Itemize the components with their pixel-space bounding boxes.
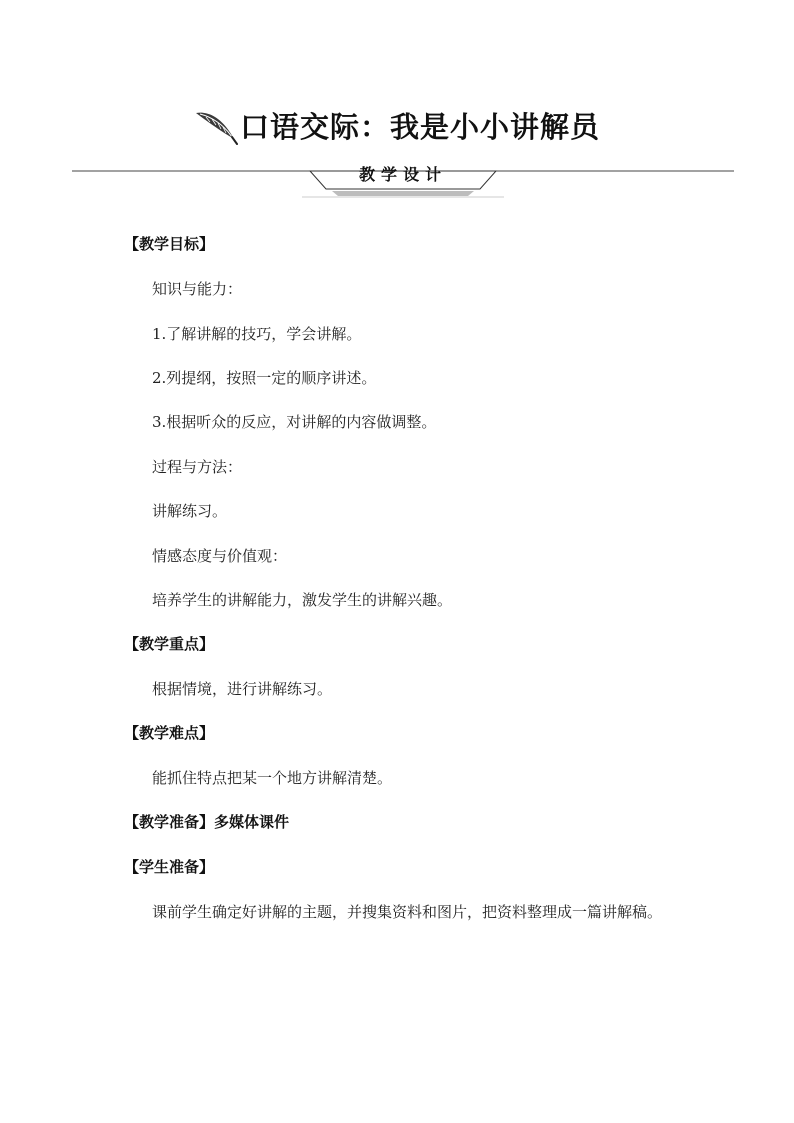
feather-quill-icon xyxy=(194,105,238,145)
heading-key-point: 【教学重点】 xyxy=(124,635,215,653)
knowledge-label: 知识与能力： xyxy=(152,280,243,298)
difficulty-text: 能抓住特点把某一个地方讲解清楚。 xyxy=(152,769,393,787)
key-point-text: 根据情境，进行讲解练习。 xyxy=(152,680,333,698)
teaching-prep-content: 多媒体课件 xyxy=(214,813,290,831)
goal-item-1: 1.了解讲解的技巧，学会讲解。 xyxy=(152,325,362,343)
student-prep-text: 课前学生确定好讲解的主题，并搜集资料和图片，把资料整理成一篇讲解稿。 xyxy=(152,903,663,921)
heading-goals: 【教学目标】 xyxy=(124,235,215,253)
attitude-text: 培养学生的讲解能力，激发学生的讲解兴趣。 xyxy=(152,591,453,609)
attitude-label: 情感态度与价值观： xyxy=(152,547,288,565)
goal-item-3: 3.根据听众的反应，对讲解的内容做调整。 xyxy=(152,413,437,431)
page-title: 口语交际：我是小小讲解员 xyxy=(239,109,600,144)
goal-item-2: 2.列提纲，按照一定的顺序讲述。 xyxy=(152,369,377,387)
section-banner xyxy=(72,160,734,204)
banner-label: 教学设计 xyxy=(358,165,448,184)
process-label: 过程与方法： xyxy=(152,458,243,476)
process-text: 讲解练习。 xyxy=(152,502,228,520)
heading-difficulty: 【教学难点】 xyxy=(124,724,215,742)
heading-student-prep: 【学生准备】 xyxy=(124,858,215,876)
teaching-prep-label: 【教学准备】 xyxy=(124,813,215,831)
title-row xyxy=(0,100,794,150)
heading-teaching-prep xyxy=(124,811,289,832)
